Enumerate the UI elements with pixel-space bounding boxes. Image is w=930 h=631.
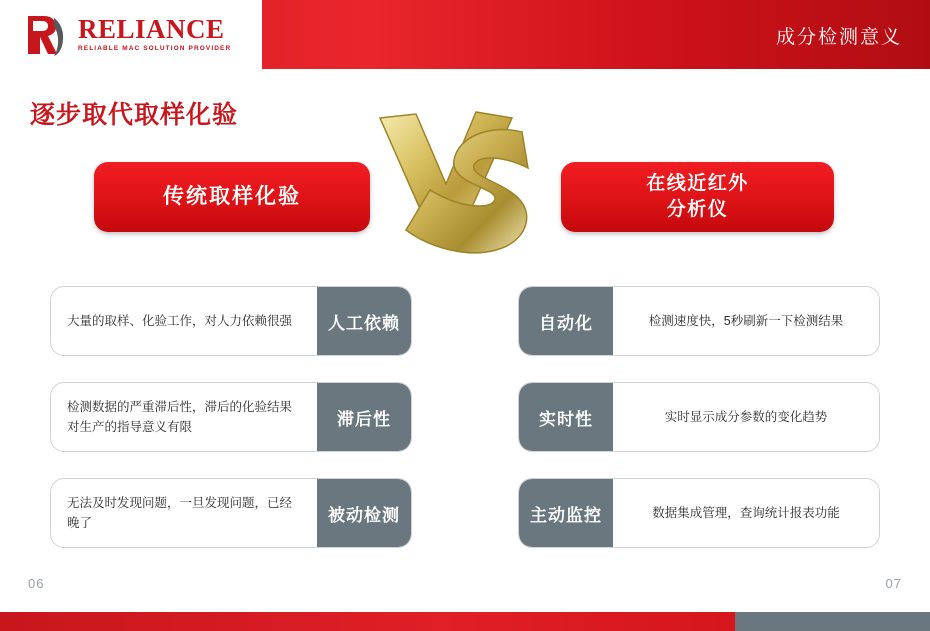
right-column-header-pill	[561, 162, 834, 232]
comparison-label: 实时性	[519, 383, 613, 451]
comparison-label: 自动化	[519, 287, 613, 355]
logo-tagline: RELIABLE MAC SOLUTION PROVIDER	[78, 45, 232, 53]
logo-text	[78, 16, 231, 53]
comparison-row-right-1	[518, 286, 880, 356]
slide-header	[0, 0, 930, 69]
comparison-text: 无法及时发现问题，一旦发现问题，已经晚了	[67, 496, 293, 530]
left-column-header-pill	[94, 162, 370, 232]
page-title: 逐步取代取样化验	[30, 101, 239, 129]
page-number-left: 06	[28, 576, 45, 591]
comparison-label: 人工依赖	[317, 287, 411, 355]
comparison-row-left-2	[50, 382, 412, 452]
reliance-r-logo-icon	[24, 12, 70, 58]
comparison-text: 实时显示成分参数的变化趋势	[664, 410, 828, 424]
comparison-row-right-3	[518, 478, 880, 548]
comparison-label: 主动监控	[519, 479, 613, 547]
comparison-text: 数据集成管理，查询统计报表功能	[652, 506, 840, 520]
comparison-row-left-3	[50, 478, 412, 548]
logo-wordmark: RELIANCE	[78, 14, 225, 45]
comparison-label: 滞后性	[317, 383, 411, 451]
footer-bar-red	[0, 612, 735, 631]
comparison-label: 被动检测	[317, 479, 411, 547]
right-pill-label-line1: 在线近红外	[646, 173, 749, 195]
header-title: 成分检测意义	[775, 27, 902, 48]
left-pill-label: 传统取样化验	[163, 184, 301, 208]
comparison-text: 检测速度快，5秒刷新一下检测结果	[648, 314, 844, 328]
comparison-row-right-2	[518, 382, 880, 452]
right-pill-label-line2: 分析仪	[666, 199, 729, 220]
footer-bar	[0, 612, 930, 631]
right-pill-label	[646, 171, 749, 222]
comparison-text: 大量的取样、化验工作，对人力依赖很强	[67, 314, 293, 328]
page-number-right: 07	[885, 576, 902, 591]
logo-area	[0, 0, 262, 69]
comparison-text: 检测数据的严重滞后性，滞后的化验结果对生产的指导意义有限	[67, 400, 293, 434]
footer-bar-gray	[735, 612, 930, 631]
comparison-row-left-1	[50, 286, 412, 356]
vs-gold-graphic-icon	[372, 110, 542, 265]
